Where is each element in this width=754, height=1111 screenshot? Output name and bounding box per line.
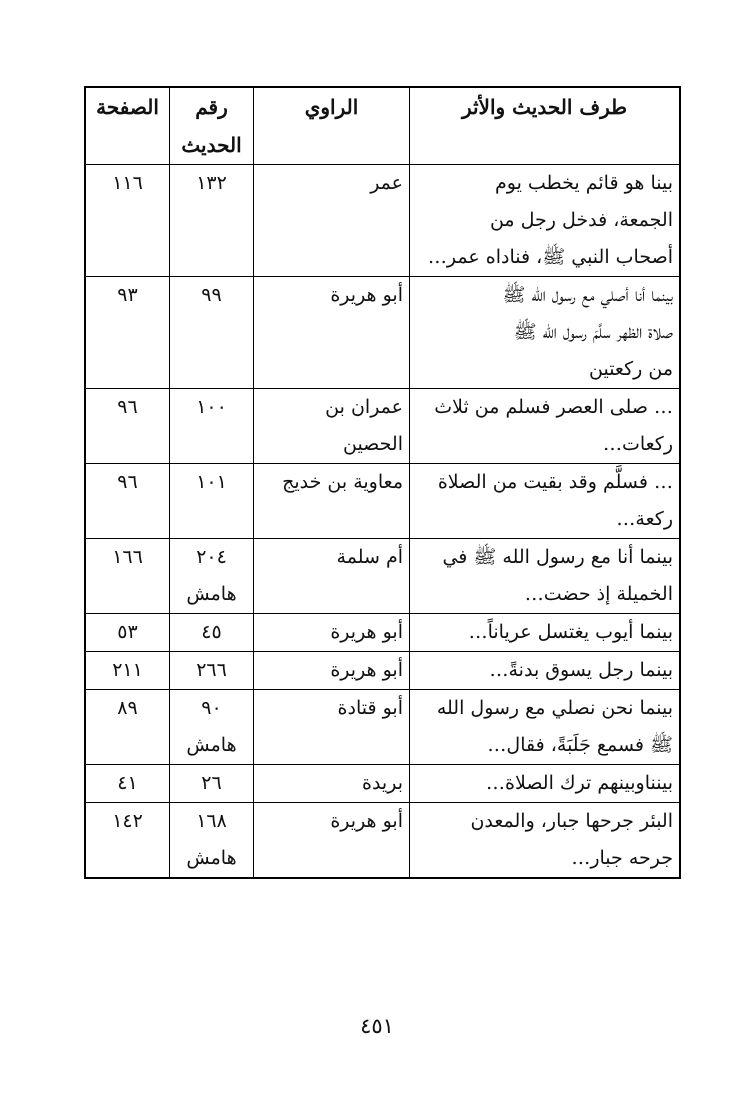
table-row	[85, 690, 680, 765]
header-hadith-number	[170, 87, 254, 165]
cell-hadith-text-line: بينناوبينهم ترك الصلاة…	[486, 772, 673, 794]
cell-page: ٤١	[85, 765, 170, 803]
cell-hadith-text-line: ركعة…	[616, 508, 673, 530]
cell-narrator	[254, 539, 410, 614]
cell-hadith-text-line: … فسلَّم وقد بقيت من الصلاة	[437, 471, 673, 493]
cell-narrator-line: بريدة	[362, 772, 403, 794]
cell-hadith-number	[170, 165, 254, 277]
cell-hadith-text	[410, 539, 681, 614]
hadith-index-table	[84, 86, 681, 879]
cell-hadith-number	[170, 277, 254, 389]
cell-hadith-number-line: ٩٩	[201, 284, 222, 306]
cell-narrator-line: أبو قتادة	[337, 697, 403, 719]
cell-narrator	[254, 277, 410, 389]
cell-hadith-number-line: ٢٦	[201, 772, 222, 794]
page-number: ٤٥١	[360, 1014, 394, 1038]
table-row	[85, 765, 680, 803]
header-text: طرف الحديث والأثر	[410, 87, 681, 165]
cell-hadith-number	[170, 464, 254, 539]
cell-hadith-text-line: ركعات…	[602, 433, 673, 455]
cell-hadith-number-line: ١٣٢	[196, 172, 227, 194]
cell-page: ١١٦	[85, 165, 170, 277]
cell-hadith-text	[410, 765, 681, 803]
cell-hadith-text	[410, 389, 681, 464]
cell-hadith-number	[170, 389, 254, 464]
cell-narrator-line: أبو هريرة	[330, 284, 403, 306]
cell-hadith-text	[410, 464, 681, 539]
table-header-row	[85, 87, 680, 165]
cell-hadith-number-line: هامش	[186, 583, 237, 605]
cell-narrator-line: معاوية بن خديج	[282, 471, 403, 493]
cell-narrator	[254, 389, 410, 464]
cell-hadith-number	[170, 765, 254, 803]
cell-page: ٨٩	[85, 690, 170, 765]
cell-hadith-number	[170, 690, 254, 765]
cell-hadith-number-line: ٢٦٦	[196, 659, 227, 681]
cell-narrator-line: أبو هريرة	[330, 659, 403, 681]
cell-hadith-text-line: بينما أنا مع رسول الله ﷺ في	[442, 546, 673, 568]
cell-hadith-number	[170, 614, 254, 652]
table-row	[85, 652, 680, 690]
cell-hadith-text-line: جرحه جبار…	[571, 847, 673, 869]
table-row	[85, 803, 680, 879]
cell-hadith-text-line: … صلى العصر فسلم من ثلاث	[434, 396, 673, 418]
table-row	[85, 277, 680, 389]
cell-hadith-number-line: ١٠٠	[196, 396, 227, 418]
cell-hadith-text-line: بينما أيوب يغتسل عرياناً…	[468, 621, 673, 643]
cell-hadith-number-line: ٤٥	[201, 621, 222, 643]
header-narrator: الراوي	[254, 87, 410, 165]
cell-hadith-text	[410, 614, 681, 652]
cell-hadith-number-line: هامش	[186, 734, 237, 756]
cell-hadith-text	[410, 277, 681, 389]
cell-narrator	[254, 165, 410, 277]
cell-hadith-text-line: الجمعة، فدخل رجل من	[489, 209, 673, 231]
cell-narrator-line: أم سلمة	[336, 546, 403, 568]
cell-narrator-line: عمر	[370, 172, 403, 194]
cell-hadith-number	[170, 539, 254, 614]
cell-hadith-text-line: بينما أنا أصلي مع رسول الله ﷺ	[502, 284, 673, 306]
cell-hadith-text-line: بينما رجل يسوق بدنةً…	[489, 659, 673, 681]
cell-page: ١٦٦	[85, 539, 170, 614]
table-row	[85, 614, 680, 652]
header-hadith-number-line: الحديث	[181, 133, 242, 157]
cell-hadith-text	[410, 652, 681, 690]
cell-hadith-number-line: ٢٠٤	[196, 546, 227, 568]
cell-narrator-line: أبو هريرة	[330, 621, 403, 643]
cell-narrator	[254, 690, 410, 765]
cell-narrator	[254, 803, 410, 879]
cell-page: ١٤٢	[85, 803, 170, 879]
header-hadith-number-line: رقم	[195, 95, 228, 119]
cell-page: ٩٦	[85, 464, 170, 539]
cell-page: ٥٣	[85, 614, 170, 652]
cell-narrator	[254, 652, 410, 690]
cell-narrator-line: الحصين	[342, 433, 403, 455]
table-row	[85, 165, 680, 277]
cell-hadith-text-line: البئر جرحها جبار، والمعدن	[470, 810, 673, 832]
cell-hadith-text-line: بينا هو قائم يخطب يوم	[494, 172, 673, 194]
cell-hadith-text-line: الخميلة إذ حضت…	[524, 583, 673, 605]
cell-hadith-number-line: ١٠١	[196, 471, 227, 493]
cell-hadith-number-line: هامش	[186, 847, 237, 869]
cell-narrator	[254, 765, 410, 803]
cell-hadith-number-line: ١٦٨	[196, 810, 227, 832]
cell-hadith-text	[410, 165, 681, 277]
cell-narrator	[254, 464, 410, 539]
cell-hadith-number	[170, 652, 254, 690]
cell-narrator-line: أبو هريرة	[330, 810, 403, 832]
table-row	[85, 464, 680, 539]
cell-hadith-text	[410, 690, 681, 765]
cell-hadith-text-line: ﷺ فسمع جَلَبَةً، فقال…	[487, 734, 673, 756]
table-row	[85, 539, 680, 614]
cell-hadith-number-line: ٩٠	[201, 697, 222, 719]
cell-hadith-text-line: من ركعتين	[589, 358, 673, 380]
table-body	[85, 165, 680, 879]
header-page: الصفحة	[85, 87, 170, 165]
cell-narrator	[254, 614, 410, 652]
cell-page: ٢١١	[85, 652, 170, 690]
cell-hadith-text	[410, 803, 681, 879]
cell-hadith-text-line: صلاة الظهر سلَّمَ رسول الله ﷺ	[513, 321, 673, 343]
cell-hadith-text-line: أصحاب النبي ﷺ، فناداه عمر…	[427, 246, 673, 268]
cell-page: ٩٣	[85, 277, 170, 389]
cell-hadith-number	[170, 803, 254, 879]
cell-hadith-text-line: بينما نحن نصلي مع رسول الله	[436, 697, 673, 719]
cell-page: ٩٦	[85, 389, 170, 464]
cell-narrator-line: عمران بن	[325, 396, 403, 418]
table-row	[85, 389, 680, 464]
